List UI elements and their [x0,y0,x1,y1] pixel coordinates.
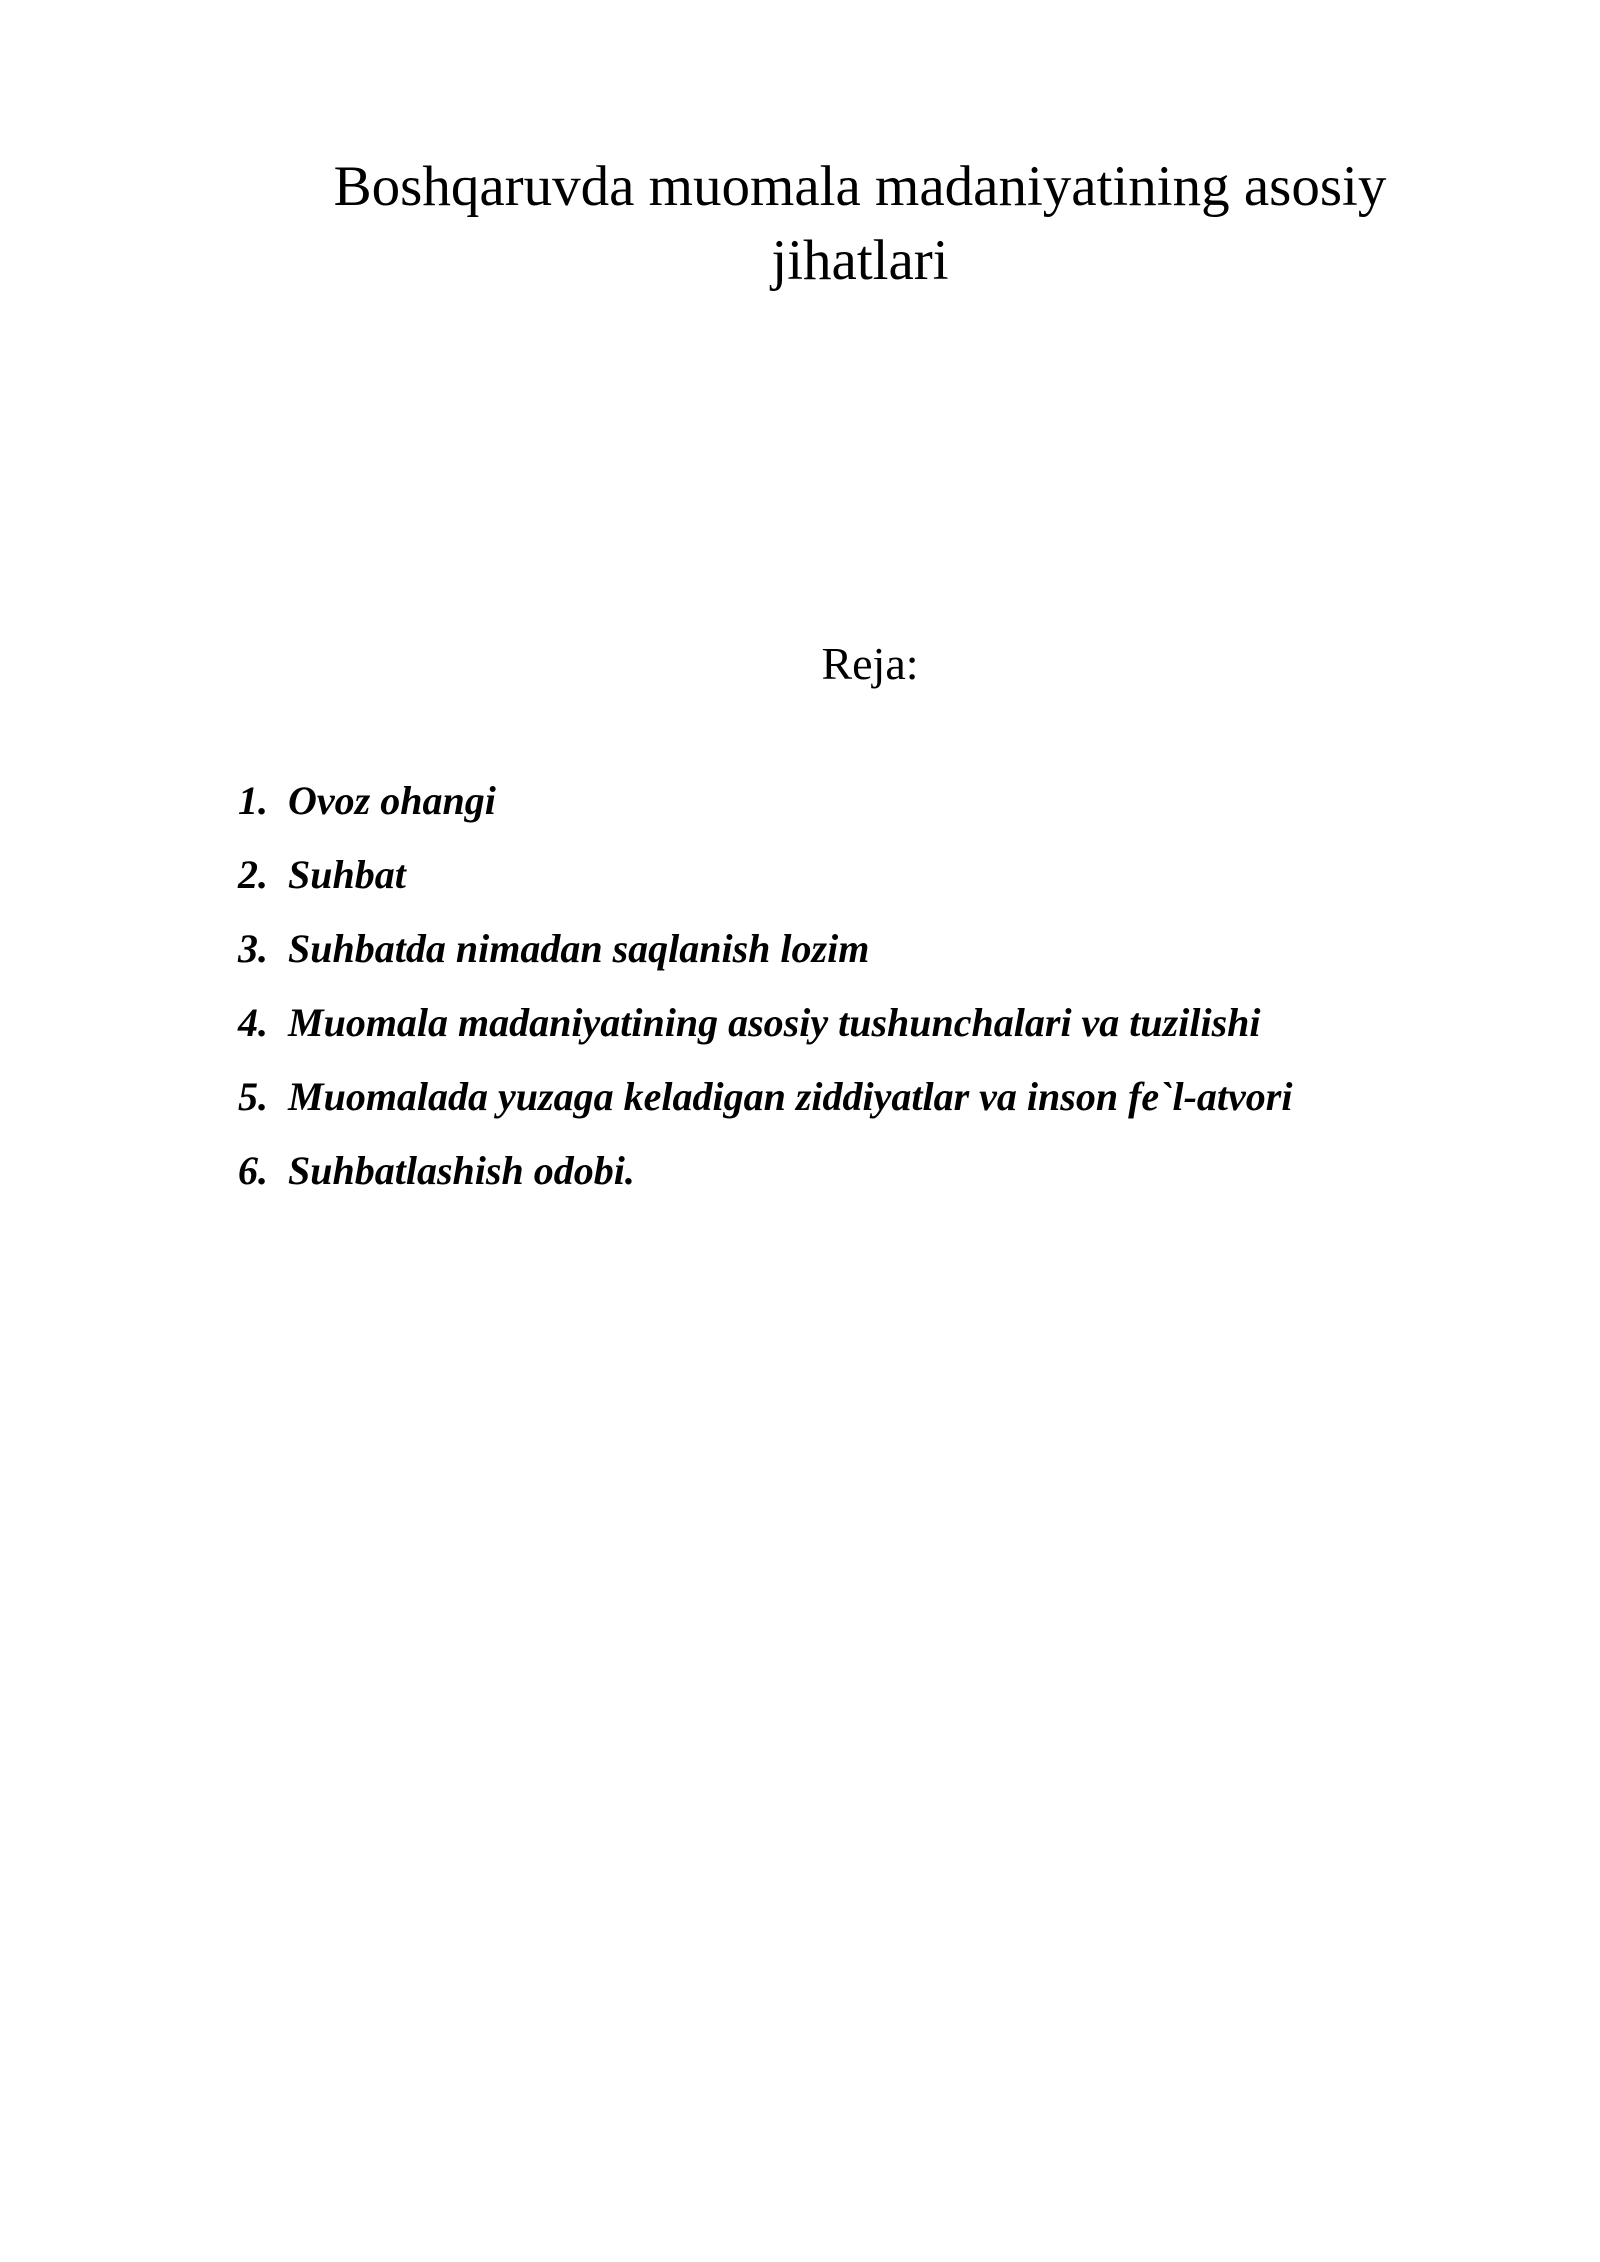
plan-item-6 [238,1148,1292,1194]
plan-item-number: 3. [238,926,268,971]
plan-item-text: Muomalada yuzaga keladigan ziddiyatlar va inson fe`l-atvori [288,1074,1293,1119]
document-title: Boshqaruvda muomala madaniyatining asosiy jihatlari [333,155,1387,292]
plan-item-text: Suhbat [288,852,406,897]
plan-item-1 [238,778,1292,824]
plan-list [238,778,1292,1222]
plan-item-number: 6. [238,1148,268,1193]
plan-item-text: Ovoz ohangi [288,778,496,823]
plan-item-text: Muomala madaniyatining asosiy tushunchalari va tuzilishi [288,1000,1261,1045]
plan-item-5 [238,1074,1292,1120]
plan-item-3 [238,926,1292,972]
plan-item-number: 4. [238,1000,268,1045]
plan-item-number: 1. [238,778,268,823]
plan-item-text: Suhbatlashish odobi. [288,1148,635,1193]
plan-item-4 [238,1000,1292,1046]
plan-item-number: 2. [238,852,268,897]
plan-item-text: Suhbatda nimadan saqlanish lozim [288,926,870,971]
plan-heading: Reja: [821,638,919,689]
plan-item-2 [238,852,1292,898]
plan-item-number: 5. [238,1074,268,1119]
